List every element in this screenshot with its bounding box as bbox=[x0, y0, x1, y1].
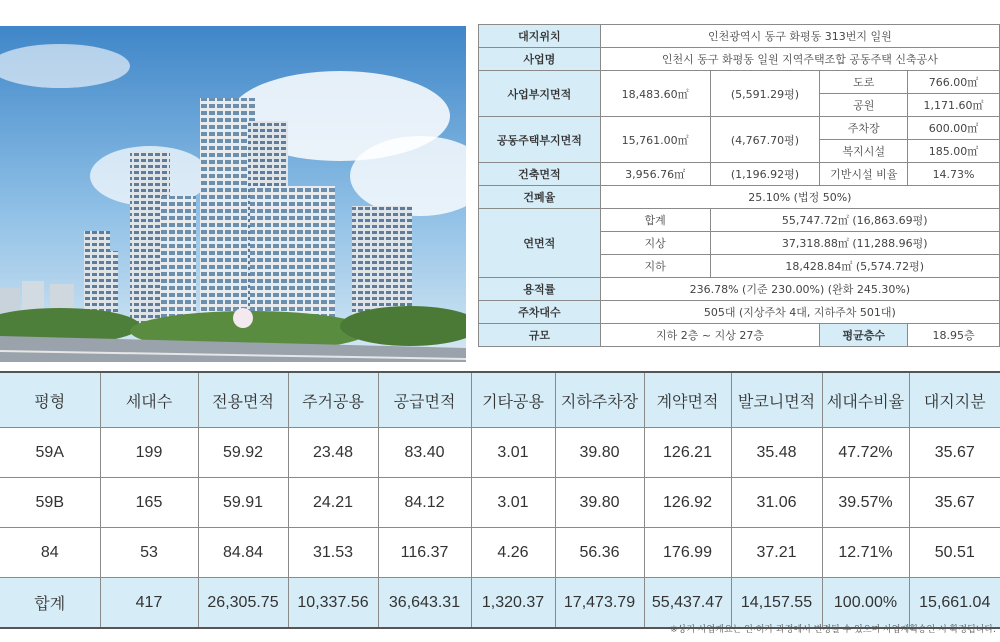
floor-area-ratio-value: 236.78% (기준 230.00%) (완화 245.30%) bbox=[600, 278, 999, 301]
gfa-above-value: 37,318.88㎡ (11,288.96평) bbox=[710, 232, 1000, 255]
table-cell: 24.21 bbox=[288, 478, 378, 528]
road-label: 도로 bbox=[820, 71, 908, 94]
building-area-pyeong: (1,196.92평) bbox=[710, 163, 820, 186]
welfare-facility-label: 복지시설 bbox=[820, 140, 908, 163]
table-cell: 3.01 bbox=[471, 428, 555, 478]
column-header: 세대수비율 bbox=[822, 372, 909, 428]
table-cell: 59B bbox=[0, 478, 100, 528]
road-value: 766.00㎡ bbox=[908, 71, 1000, 94]
table-cell: 17,473.79 bbox=[555, 578, 644, 629]
gross-floor-area-label: 연면적 bbox=[479, 209, 601, 278]
table-cell: 35.67 bbox=[909, 428, 1000, 478]
site-location-label: 대지위치 bbox=[479, 25, 601, 48]
table-cell: 417 bbox=[100, 578, 198, 629]
table-cell: 31.06 bbox=[731, 478, 822, 528]
table-cell: 14,157.55 bbox=[731, 578, 822, 629]
table-cell: 1,320.37 bbox=[471, 578, 555, 629]
parking-count-label: 주차대수 bbox=[479, 301, 601, 324]
table-cell: 10,337.56 bbox=[288, 578, 378, 629]
infra-ratio-label: 기반시설 비율 bbox=[820, 163, 908, 186]
floor-area-ratio-label: 용적률 bbox=[479, 278, 601, 301]
building-coverage-label: 건폐율 bbox=[479, 186, 601, 209]
table-cell: 36,643.31 bbox=[378, 578, 471, 629]
column-header: 평형 bbox=[0, 372, 100, 428]
column-header: 지하주차장 bbox=[555, 372, 644, 428]
table-cell: 165 bbox=[100, 478, 198, 528]
table-cell: 37.21 bbox=[731, 528, 822, 578]
column-header: 계약면적 bbox=[644, 372, 731, 428]
table-cell: 50.51 bbox=[909, 528, 1000, 578]
table-cell: 199 bbox=[100, 428, 198, 478]
welfare-facility-value: 185.00㎡ bbox=[908, 140, 1000, 163]
table-cell: 116.37 bbox=[378, 528, 471, 578]
building-area-label: 건축면적 bbox=[479, 163, 601, 186]
table-cell: 35.48 bbox=[731, 428, 822, 478]
table-cell: 84 bbox=[0, 528, 100, 578]
column-header: 기타공용 bbox=[471, 372, 555, 428]
table-cell: 4.26 bbox=[471, 528, 555, 578]
table-cell: 합계 bbox=[0, 578, 100, 629]
table-cell: 35.67 bbox=[909, 478, 1000, 528]
table-cell: 12.71% bbox=[822, 528, 909, 578]
site-location-value: 인천광역시 동구 화평동 313번지 일원 bbox=[600, 25, 999, 48]
column-header: 공급면적 bbox=[378, 372, 471, 428]
site-area-label: 사업부지면적 bbox=[479, 71, 601, 117]
parking-lot-value: 600.00㎡ bbox=[908, 117, 1000, 140]
table-cell: 23.48 bbox=[288, 428, 378, 478]
park-label: 공원 bbox=[820, 94, 908, 117]
site-area-pyeong: (5,591.29평) bbox=[710, 71, 820, 117]
table-row bbox=[0, 528, 1000, 578]
table-cell: 56.36 bbox=[555, 528, 644, 578]
gfa-below-value: 18,428.84㎡ (5,574.72평) bbox=[710, 255, 1000, 278]
disclaimer-note: ※상기 사업개요는 인·허가 과정에서 변경될 수 있으며 사업계획승인 시 확정됩니다. bbox=[670, 625, 996, 635]
table-row bbox=[0, 428, 1000, 478]
building-area-m2: 3,956.76㎡ bbox=[600, 163, 710, 186]
table-cell: 126.92 bbox=[644, 478, 731, 528]
table-cell: 26,305.75 bbox=[198, 578, 288, 629]
table-cell: 39.57% bbox=[822, 478, 909, 528]
table-cell: 55,437.47 bbox=[644, 578, 731, 629]
table-cell: 176.99 bbox=[644, 528, 731, 578]
table-cell: 3.01 bbox=[471, 478, 555, 528]
column-header: 전용면적 bbox=[198, 372, 288, 428]
housing-site-area-m2: 15,761.00㎡ bbox=[600, 117, 710, 163]
scale-value: 지하 2층 ~ 지상 27층 bbox=[600, 324, 820, 347]
table-cell: 59.91 bbox=[198, 478, 288, 528]
parking-count-value: 505대 (지상주차 4대, 지하주차 501대) bbox=[600, 301, 999, 324]
table-row bbox=[0, 478, 1000, 528]
gfa-below-label: 지하 bbox=[600, 255, 710, 278]
parking-lot-label: 주차장 bbox=[820, 117, 908, 140]
table-cell: 39.80 bbox=[555, 428, 644, 478]
column-header: 발코니면적 bbox=[731, 372, 822, 428]
table-header-row bbox=[0, 372, 1000, 428]
building-coverage-value: 25.10% (법정 50%) bbox=[600, 186, 999, 209]
scale-label: 규모 bbox=[479, 324, 601, 347]
site-area-m2: 18,483.60㎡ bbox=[600, 71, 710, 117]
average-floors-label: 평균층수 bbox=[820, 324, 908, 347]
table-cell: 59.92 bbox=[198, 428, 288, 478]
column-header: 세대수 bbox=[100, 372, 198, 428]
table-cell: 39.80 bbox=[555, 478, 644, 528]
gfa-above-label: 지상 bbox=[600, 232, 710, 255]
table-cell: 47.72% bbox=[822, 428, 909, 478]
park-value: 1,171.60㎡ bbox=[908, 94, 1000, 117]
housing-site-area-label: 공동주택부지면적 bbox=[479, 117, 601, 163]
gfa-total-label: 합계 bbox=[600, 209, 710, 232]
average-floors-value: 18.95층 bbox=[908, 324, 1000, 347]
gfa-total-value: 55,747.72㎡ (16,863.69평) bbox=[710, 209, 1000, 232]
table-cell: 83.40 bbox=[378, 428, 471, 478]
housing-site-area-pyeong: (4,767.70평) bbox=[710, 117, 820, 163]
project-name-label: 사업명 bbox=[479, 48, 601, 71]
project-overview-table bbox=[478, 24, 1000, 347]
table-cell: 59A bbox=[0, 428, 100, 478]
table-cell: 15,661.04 bbox=[909, 578, 1000, 629]
column-header: 주거공용 bbox=[288, 372, 378, 428]
table-cell: 84.84 bbox=[198, 528, 288, 578]
table-cell: 31.53 bbox=[288, 528, 378, 578]
table-cell: 84.12 bbox=[378, 478, 471, 528]
project-name-value: 인천시 동구 화평동 일원 지역주택조합 공동주택 신축공사 bbox=[600, 48, 999, 71]
table-cell: 53 bbox=[100, 528, 198, 578]
infra-ratio-value: 14.73% bbox=[908, 163, 1000, 186]
table-cell: 126.21 bbox=[644, 428, 731, 478]
table-total-row bbox=[0, 578, 1000, 629]
table-cell: 100.00% bbox=[822, 578, 909, 629]
column-header: 대지지분 bbox=[909, 372, 1000, 428]
apartment-rendering-image bbox=[0, 26, 466, 362]
unit-area-table bbox=[0, 371, 1000, 629]
